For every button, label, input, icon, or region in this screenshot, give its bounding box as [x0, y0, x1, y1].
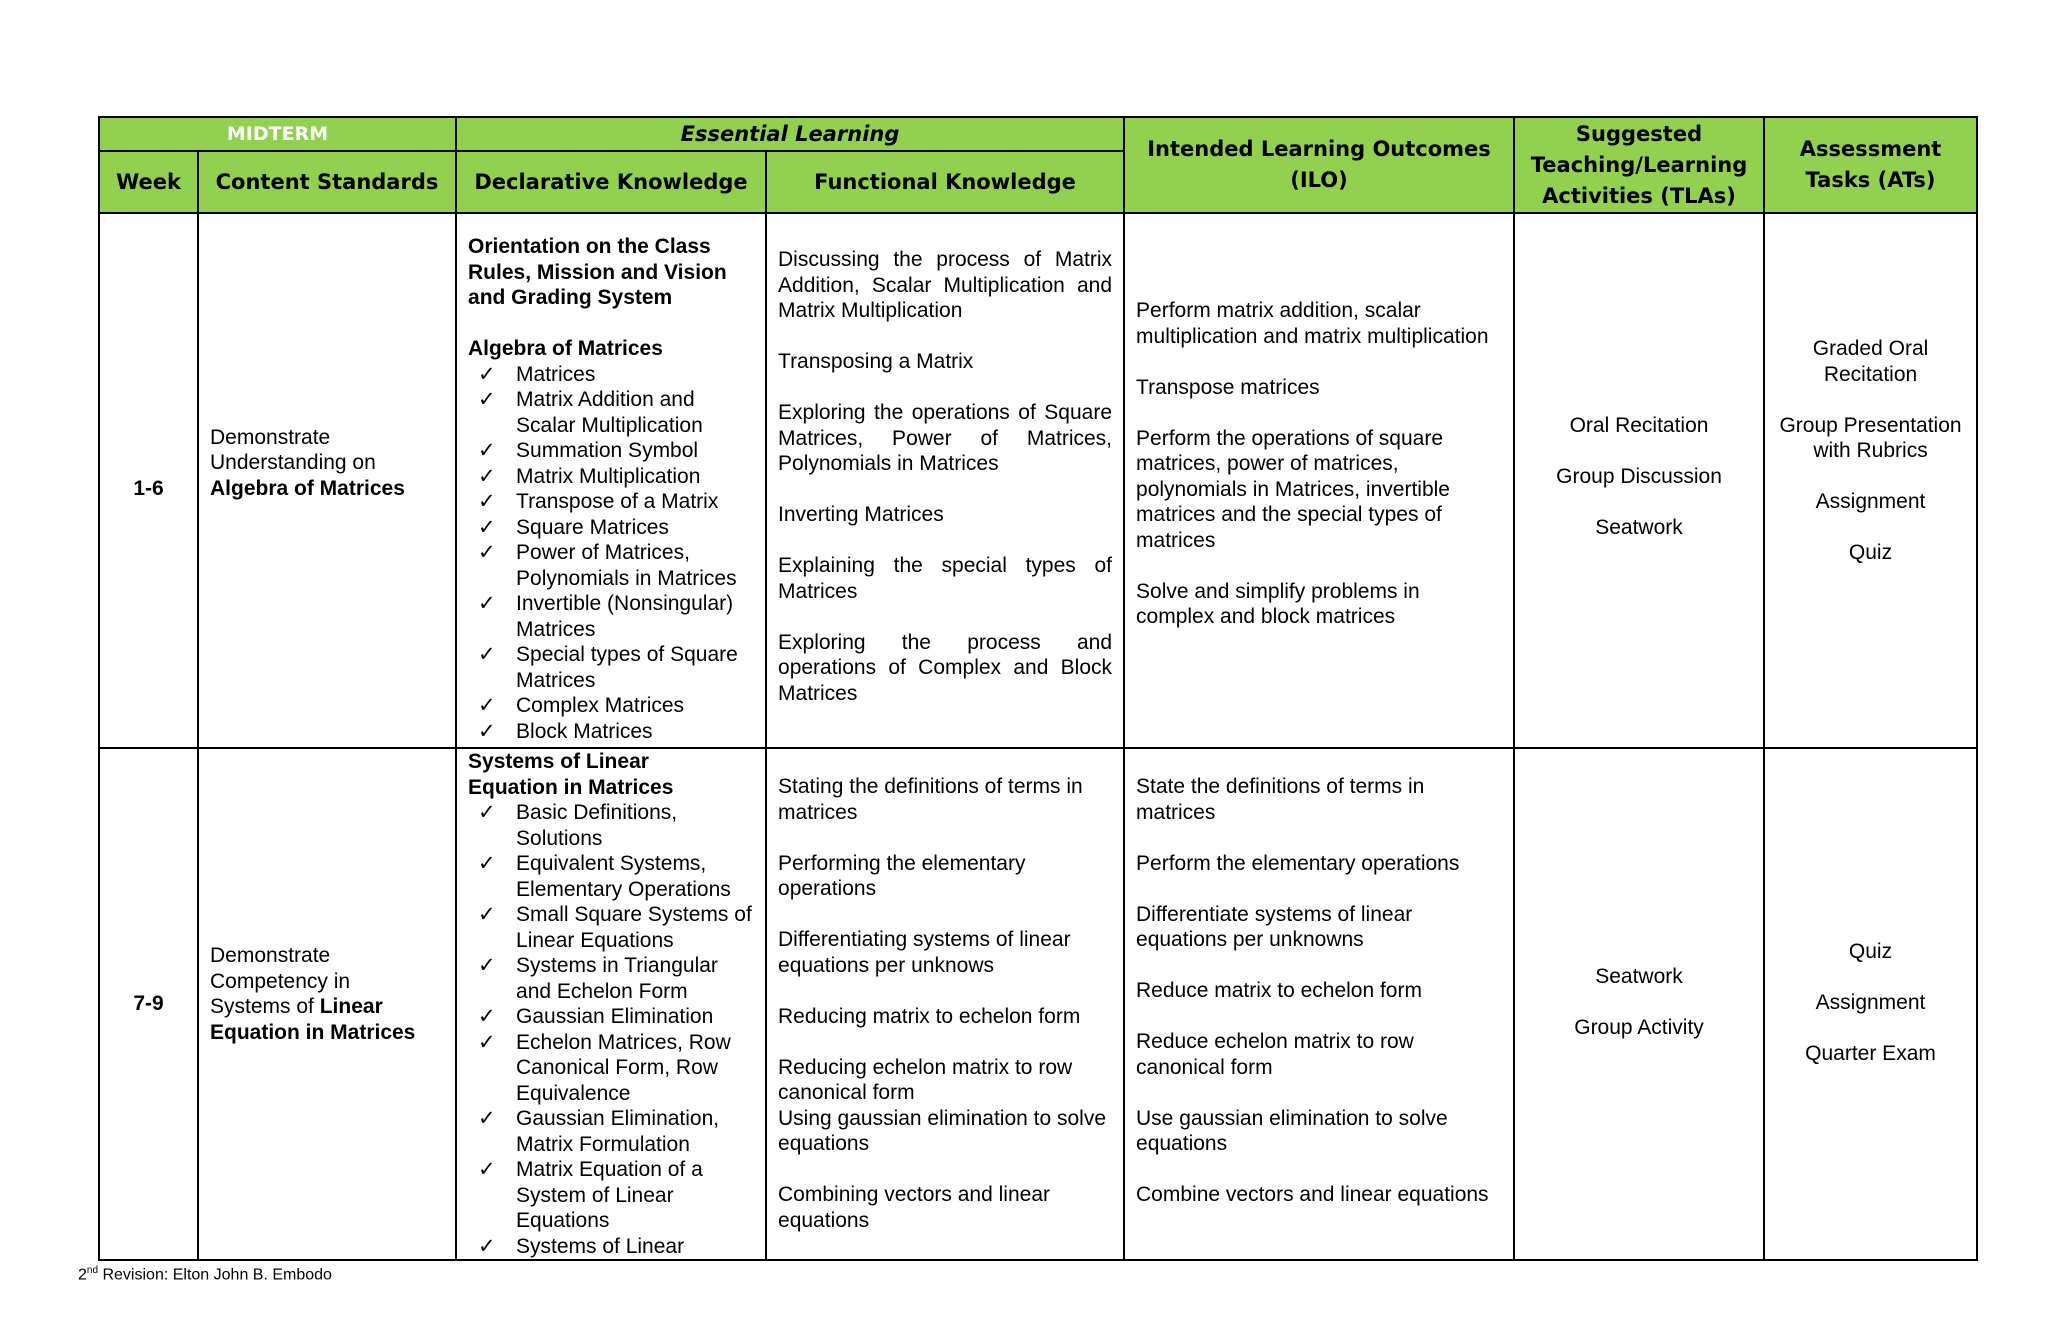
midterm-header: MIDTERM — [99, 117, 456, 151]
check-icon: ✓ — [478, 801, 496, 824]
check-icon: ✓ — [478, 903, 496, 926]
check-icon: ✓ — [478, 362, 496, 386]
declarative-list — [468, 362, 754, 745]
ilo-cell — [1124, 213, 1514, 748]
list-item-text: Power of Matrices, Polynomials in Matrices — [516, 541, 737, 590]
declarative-list — [468, 800, 754, 1259]
list-item — [468, 953, 754, 1004]
ilo-item: Reduce matrix to echelon form — [1136, 979, 1422, 1002]
tla-header-line3: Activities (TLAs) — [1542, 183, 1736, 208]
content-standard-line: Understanding on — [210, 451, 376, 475]
check-icon: ✓ — [478, 1158, 496, 1181]
list-item-text: Small Square Systems of Linear Equations — [516, 903, 752, 952]
ilo-header-line2: (ILO) — [1290, 168, 1348, 192]
ilo-item: Use gaussian elimination to solve equations — [1136, 1106, 1448, 1155]
list-item — [468, 591, 754, 642]
list-item — [468, 515, 754, 541]
ilo-header — [1124, 117, 1514, 213]
content-standard-topic: Linear — [319, 995, 383, 1018]
check-icon: ✓ — [478, 490, 496, 513]
syllabus-table — [98, 116, 1978, 1261]
at-item: Assignment — [1815, 991, 1926, 1014]
tla-header — [1514, 117, 1764, 213]
list-item-text: Echelon Matrices, Row Canonical Form, Row Equivalence — [516, 1030, 731, 1105]
list-item-text: Systems of Linear — [516, 1234, 685, 1258]
essential-learning-header: Essential Learning — [456, 117, 1124, 151]
tla-item: Group Discussion — [1556, 465, 1722, 488]
ilo-header-line1: Intended Learning Outcomes — [1147, 137, 1491, 161]
check-icon: ✓ — [478, 1234, 496, 1258]
check-icon: ✓ — [478, 541, 496, 564]
at-header-line1: Assessment — [1799, 137, 1942, 161]
list-item-text: Complex Matrices — [516, 694, 685, 717]
at-cell — [1764, 213, 1977, 748]
tla-item: Seatwork — [1595, 965, 1683, 988]
content-standard-line: Systems of — [210, 995, 314, 1018]
check-icon: ✓ — [478, 719, 496, 743]
list-item-text: Systems in Triangular and Echelon Form — [516, 954, 718, 1003]
list-item — [468, 800, 754, 851]
functional-knowledge-cell — [766, 748, 1124, 1260]
week-value: 7-9 — [133, 992, 164, 1016]
list-item — [468, 902, 754, 953]
ilo-item: Transpose matrices — [1136, 375, 1320, 399]
check-icon: ✓ — [478, 388, 496, 411]
check-icon: ✓ — [478, 464, 496, 488]
list-item-text: Transpose of a Matrix — [516, 490, 719, 513]
functional-item: Discussing the process of Matrix Addition, Scalar Multiplication and Matrix Multiplication — [778, 248, 1113, 322]
content-standard-line: Competency in — [210, 969, 351, 993]
declarative-knowledge-cell — [456, 213, 766, 748]
functional-item: Reducing echelon matrix to row canonical form — [778, 1055, 1073, 1104]
content-standards-header: Content Standards — [198, 151, 456, 213]
at-header-line2: Tasks (ATs) — [1805, 168, 1936, 192]
list-item — [468, 387, 754, 438]
list-item — [468, 1157, 754, 1234]
week-header: Week — [99, 151, 198, 213]
declarative-title: Algebra of Matrices — [468, 337, 663, 360]
check-icon: ✓ — [478, 439, 496, 462]
tla-header-line2: Teaching/Learning — [1530, 152, 1748, 177]
tla-cell — [1514, 748, 1764, 1260]
functional-item: Inverting Matrices — [778, 503, 944, 526]
revision-footer — [78, 1265, 332, 1284]
functional-item: Reducing matrix to echelon form — [778, 1004, 1081, 1028]
functional-item: Stating the definitions of terms in matrices — [778, 775, 1083, 824]
list-item — [468, 1106, 754, 1157]
list-item-text: Square Matrices — [516, 515, 669, 539]
functional-knowledge-header: Functional Knowledge — [766, 151, 1124, 213]
functional-item: Using gaussian elimination to solve equations — [778, 1106, 1107, 1155]
ilo-item: State the definitions of terms in matrices — [1136, 775, 1425, 824]
list-item-text: Basic Definitions, Solutions — [516, 801, 678, 850]
check-icon: ✓ — [478, 852, 496, 875]
list-item-text: Block Matrices — [516, 719, 653, 743]
week-value: 1-6 — [133, 476, 164, 500]
revision-suffix: nd — [86, 1265, 99, 1276]
list-item — [468, 851, 754, 902]
check-icon: ✓ — [478, 643, 496, 666]
at-item: Group Presentation with Rubrics — [1779, 413, 1962, 462]
list-item — [468, 1030, 754, 1107]
list-item-text: Matrix Multiplication — [516, 464, 701, 488]
declarative-intro: Orientation on the Class Rules, Mission and Vision and Grading System — [468, 235, 727, 309]
list-item — [468, 693, 754, 719]
at-item: Quiz — [1848, 940, 1893, 963]
at-item: Quarter Exam — [1805, 1042, 1936, 1065]
list-item — [468, 489, 754, 515]
revision-author: Revision: Elton John B. Embodo — [98, 1266, 332, 1284]
tla-cell — [1514, 213, 1764, 748]
check-icon: ✓ — [478, 1107, 496, 1130]
ilo-item: Solve and simplify problems in complex and block matrices — [1136, 579, 1420, 628]
week-cell — [99, 748, 198, 1260]
list-item — [468, 719, 754, 745]
tla-header-line1: Suggested — [1575, 121, 1703, 146]
content-standard-topic: Algebra of Matrices — [210, 476, 405, 500]
functional-item: Differentiating systems of linear equations per unknows — [778, 928, 1071, 977]
list-item-text: Special types of Square Matrices — [516, 643, 738, 692]
list-item-text: Equivalent Systems, Elementary Operations — [516, 852, 731, 901]
tla-item: Oral Recitation — [1569, 414, 1709, 437]
functional-item: Exploring the process and operations of Complex and Block Matrices — [778, 630, 1113, 705]
content-standard-line: Demonstrate — [210, 425, 331, 449]
list-item — [468, 438, 754, 464]
at-item: Assignment — [1815, 490, 1926, 513]
functional-item: Transposing a Matrix — [778, 350, 974, 373]
ilo-item: Combine vectors and linear equations — [1136, 1183, 1489, 1206]
list-item-text: Gaussian Elimination — [516, 1005, 714, 1028]
declarative-title: Systems of Linear Equation in Matrices — [468, 750, 674, 799]
ilo-item: Perform the elementary operations — [1136, 851, 1460, 875]
functional-item: Performing the elementary operations — [778, 851, 1026, 900]
list-item — [468, 540, 754, 591]
check-icon: ✓ — [478, 1005, 496, 1028]
list-item — [468, 1004, 754, 1030]
functional-knowledge-cell — [766, 213, 1124, 748]
content-standard-line: Demonstrate — [210, 944, 331, 967]
list-item-text: Invertible (Nonsingular) Matrices — [516, 592, 734, 641]
list-item — [468, 1234, 754, 1260]
check-icon: ✓ — [478, 592, 496, 615]
table-row — [99, 213, 1977, 748]
list-item-text: Matrix Addition and Scalar Multiplication — [516, 388, 703, 437]
ilo-cell — [1124, 748, 1514, 1260]
content-standard-cell — [198, 748, 456, 1260]
ilo-item: Differentiate systems of linear equations per unknowns — [1136, 902, 1413, 951]
functional-item: Combining vectors and linear equations — [778, 1183, 1050, 1232]
content-standard-cell — [198, 213, 456, 748]
check-icon: ✓ — [478, 694, 496, 717]
functional-item: Exploring the operations of Square Matrices, Power of Matrices, Polynomials in Matrices — [778, 401, 1113, 475]
functional-item: Explaining the special types of Matrices — [778, 554, 1113, 603]
list-item-text: Matrix Equation of a System of Linear Equations — [516, 1158, 703, 1232]
revision-number: 2 — [78, 1266, 87, 1284]
list-item — [468, 464, 754, 490]
ilo-item: Perform the operations of square matrices, power of matrices, polynomials in Matrices, invertible matrices and the special types of matrices — [1136, 426, 1450, 552]
list-item — [468, 642, 754, 693]
at-item: Quiz — [1848, 541, 1893, 564]
ilo-item: Reduce echelon matrix to row canonical form — [1136, 1030, 1414, 1079]
check-icon: ✓ — [478, 1030, 496, 1054]
list-item — [468, 362, 754, 388]
content-standard-topic: Equation in Matrices — [210, 1020, 416, 1044]
declarative-knowledge-cell — [456, 748, 766, 1260]
tla-item: Group Activity — [1574, 1016, 1704, 1039]
declarative-knowledge-header: Declarative Knowledge — [456, 151, 766, 213]
ilo-item: Perform matrix addition, scalar multiplication and matrix multiplication — [1136, 299, 1489, 348]
at-cell — [1764, 748, 1977, 1260]
list-item-text: Matrices — [516, 362, 596, 386]
check-icon: ✓ — [478, 954, 496, 977]
week-cell — [99, 213, 198, 748]
list-item-text: Gaussian Elimination, Matrix Formulation — [516, 1107, 720, 1156]
at-header — [1764, 117, 1977, 213]
at-item: Graded Oral Recitation — [1812, 337, 1929, 386]
check-icon: ✓ — [478, 515, 496, 539]
list-item-text: Summation Symbol — [516, 439, 699, 462]
tla-item: Seatwork — [1595, 516, 1683, 539]
table-row — [99, 748, 1977, 1260]
